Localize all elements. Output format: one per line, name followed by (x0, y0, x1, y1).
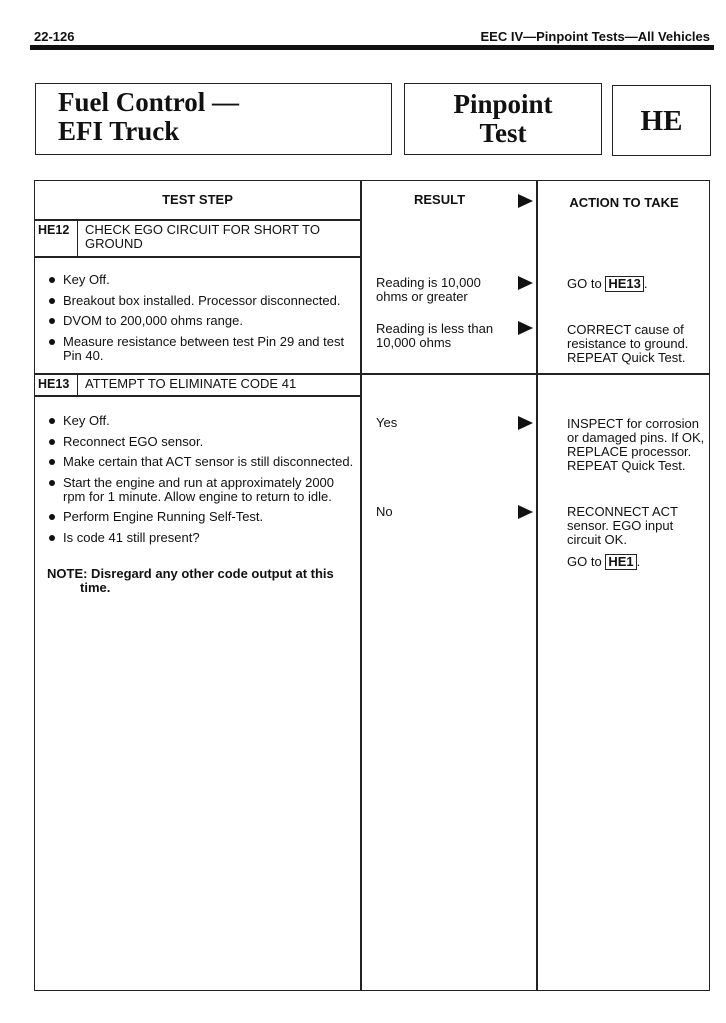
step-he12-instructions (47, 273, 357, 369)
title-line-1: Fuel Control — (58, 87, 239, 117)
action-text (567, 505, 707, 570)
action-detail: RECONNECT ACT sensor. EGO input circuit OK. (567, 504, 678, 547)
list-item: Perform Engine Running Self-Test. (47, 510, 357, 524)
step-he13 (35, 374, 360, 395)
result-header-label: RESULT (414, 192, 466, 207)
result-arrow-icon (518, 276, 533, 290)
column-header-test-step: TEST STEP (162, 192, 233, 207)
action-text: CORRECT cause of resistance to ground. REPEAT Quick Test. (567, 322, 689, 365)
title-line-2: EFI Truck (58, 116, 180, 146)
action-go-to-line (567, 554, 707, 570)
row-divider (35, 395, 361, 397)
result-text: Reading is 10,000 ohms or greater (376, 275, 481, 304)
list-item: Breakout box installed. Processor disconnected. (47, 294, 357, 308)
list-item: Measure resistance between test Pin 29 and test Pin 40. (47, 335, 357, 363)
row-divider (35, 256, 361, 258)
list-item: DVOM to 200,000 ohms range. (47, 314, 357, 328)
list-item: Reconnect EGO sensor. (47, 435, 357, 449)
step-he13-instructions (47, 414, 357, 551)
step-reference-he1: HE1 (605, 554, 636, 570)
list-item: Key Off. (47, 273, 357, 287)
result-text: Yes (376, 415, 398, 430)
action-period: . (643, 276, 648, 291)
action-period: . (636, 554, 641, 569)
list-item: Key Off. (47, 414, 357, 428)
column-header-result (361, 181, 536, 219)
step-he12 (35, 220, 360, 256)
action-text (567, 276, 707, 292)
step-reference-he13: HE13 (605, 276, 644, 292)
column-header-action: ACTION TO TAKE (569, 195, 679, 210)
note-text: NOTE: Disregard any other code output at this time. (47, 566, 334, 595)
section-header: EEC IV—Pinpoint Tests—All Vehicles (480, 29, 710, 44)
step-id: HE12 (35, 220, 78, 256)
list-item: Make certain that ACT sensor is still disconnected. (47, 455, 357, 469)
result-arrow-icon (518, 505, 533, 519)
result-arrow-icon (518, 416, 533, 430)
list-item: Is code 41 still present? (47, 531, 357, 545)
result-text: Reading is less than 10,000 ohms (376, 321, 494, 350)
pinpoint-test-box (404, 83, 602, 155)
column-divider (360, 181, 362, 990)
column-divider (536, 181, 538, 990)
action-go-to: GO to (567, 554, 602, 569)
pinpoint-line-1: Pinpoint (453, 89, 553, 119)
test-code-box: HE (612, 85, 711, 156)
action-go-to: GO to (567, 276, 602, 291)
step-title: CHECK EGO CIRCUIT FOR SHORT TO GROUND (85, 222, 320, 251)
pinpoint-line-2: Test (479, 118, 527, 148)
action-text: INSPECT for corrosion or damaged pins. If OK, REPLACE processor. REPEAT Quick Test. (567, 416, 705, 473)
result-arrow-icon (518, 321, 533, 335)
header-arrow-icon (518, 194, 533, 208)
result-text: No (376, 504, 393, 519)
note (47, 567, 357, 595)
list-item: Start the engine and run at approximately 2000 rpm for 1 minute. Allow engine to return to idle. (47, 476, 357, 504)
page-number: 22-126 (34, 29, 75, 44)
title-box (35, 83, 392, 155)
step-id: HE13 (35, 374, 78, 395)
step-title: ATTEMPT TO ELIMINATE CODE 41 (85, 376, 297, 391)
header-rule (30, 45, 714, 50)
pinpoint-test-table (34, 180, 710, 991)
